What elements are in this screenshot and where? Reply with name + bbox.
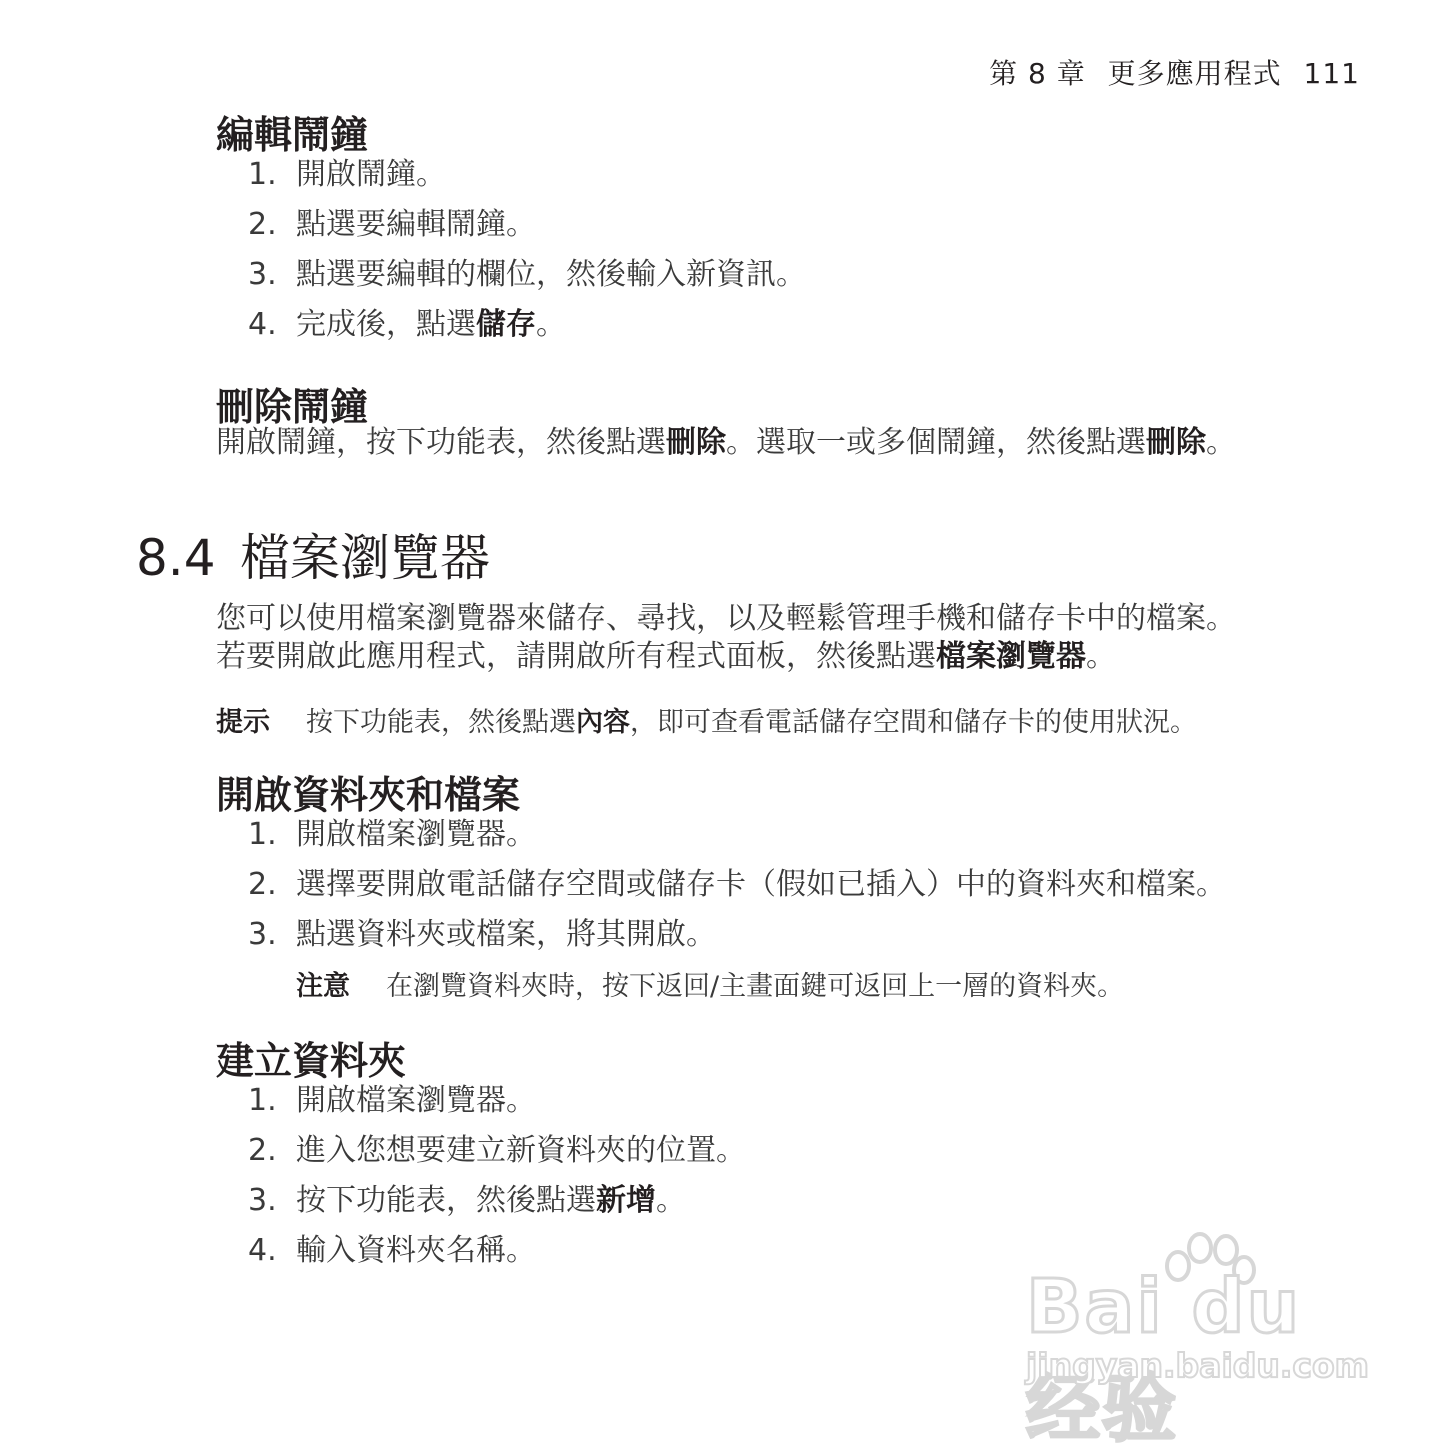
list-item: 2. 進入您想要建立新資料夾的位置。 [248,1133,746,1168]
list-item: 3. 按下功能表，然後點選新增。 [248,1183,686,1218]
ui-term: 刪除 [666,425,726,460]
list-item: 3. 點選要編輯的欄位，然後輸入新資訊。 [248,257,806,292]
edit-alarm-steps [248,150,806,350]
list-item: 1. 開啟鬧鐘。 [248,157,446,192]
ui-term: 新增 [596,1183,656,1218]
delete-alarm-paragraph: 開啟鬧鐘，按下功能表，然後點選刪除。選取一或多個鬧鐘，然後點選刪除。 [216,425,1236,460]
edit-alarm-heading: 編輯鬧鐘 [216,113,369,157]
section-title: 檔案瀏覽器 [240,529,490,587]
ui-term: 檔案瀏覽器 [936,639,1086,674]
ui-term: 儲存 [476,307,536,342]
section-heading [136,518,490,590]
list-item: 3. 點選資料夾或檔案，將其開啟。 [248,917,716,952]
tip-label: 提示 [216,707,270,738]
section-number: 8.4 [136,529,216,587]
note-label: 注意 [296,971,350,1002]
list-item: 2. 點選要編輯鬧鐘。 [248,207,536,242]
watermark-url: jingyan.baidu.com [1026,1346,1370,1385]
create-folder-heading: 建立資料夾 [216,1039,407,1083]
section-intro-line-2: 若要開啟此應用程式，請開啟所有程式面板，然後點選檔案瀏覽器。 [216,639,1116,674]
page-number: 111 [1303,57,1360,90]
create-folder-steps [248,1076,746,1276]
list-item: 4. 完成後，點選儲存。 [248,307,566,342]
section-intro-line-1: 您可以使用檔案瀏覽器來儲存、尋找，以及輕鬆管理手機和儲存卡中的檔案。 [216,601,1236,636]
open-folders-steps [248,810,1226,960]
chapter-title: 更多應用程式 [1107,57,1282,90]
open-folders-heading: 開啟資料夾和檔案 [216,773,521,817]
running-header [977,52,1360,92]
list-item: 2. 選擇要開啟電話儲存空間或儲存卡（假如已插入）中的資料夾和檔案。 [248,867,1226,902]
list-item: 4. 輸入資料夾名稱。 [248,1233,536,1268]
baidu-watermark [1020,1228,1370,1452]
list-item: 1. 開啟檔案瀏覽器。 [248,817,536,852]
tip-callout: 提示 按下功能表，然後點選內容，即可查看電話儲存空間和儲存卡的使用狀況。 [216,700,1197,739]
ui-term: 刪除 [1146,425,1206,460]
list-item: 1. 開啟檔案瀏覽器。 [248,1083,536,1118]
ui-term: 內容 [576,707,630,738]
chapter-number: 第 8 章 [989,57,1086,90]
delete-alarm-heading: 刪除鬧鐘 [216,385,369,429]
watermark-brand: Bai du 经验 [1026,1264,1302,1452]
note-callout: 注意 在瀏覽資料夾時，按下返回/主畫面鍵可返回上一層的資料夾。 [296,964,1124,1003]
